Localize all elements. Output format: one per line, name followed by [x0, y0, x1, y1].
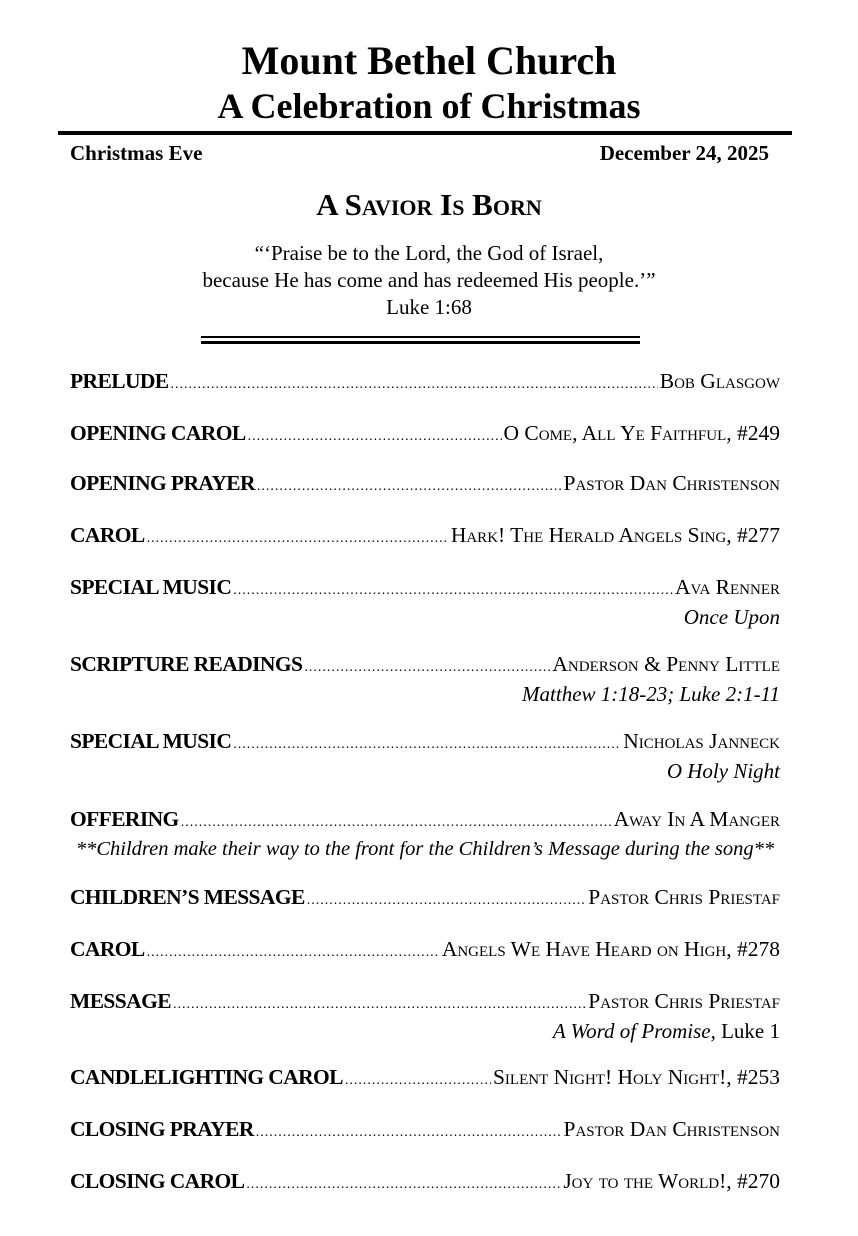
program-item-special-music-2	[70, 728, 780, 784]
item-label: MESSAGE	[70, 989, 171, 1013]
item-value: Pastor Dan Christenson	[563, 471, 780, 495]
program-item-closing-prayer	[70, 1116, 780, 1146]
program-item-prelude	[70, 368, 780, 398]
leader-dots	[233, 578, 673, 604]
item-value: Ava Renner	[675, 575, 780, 599]
item-label: CHILDREN’S MESSAGE	[70, 885, 305, 909]
divider-line-top	[201, 336, 640, 338]
item-value: Pastor Chris Priestaf	[588, 885, 780, 909]
verse-reference: Luke 1:68	[386, 295, 472, 319]
item-value: Pastor Dan Christenson	[563, 1117, 780, 1141]
item-label: CLOSING CAROL	[70, 1169, 245, 1193]
program-item-scripture-readings	[70, 651, 780, 707]
item-value: Joy to the World!, #270	[563, 1169, 780, 1193]
item-value: Nicholas Janneck	[623, 729, 780, 753]
sermon-passage: Luke 1	[715, 1019, 780, 1043]
header-divider	[58, 131, 792, 135]
item-value: Anderson & Penny Little	[552, 652, 780, 676]
item-label: CANDLELIGHTING CAROL	[70, 1065, 343, 1089]
item-label: OPENING PRAYER	[70, 471, 255, 495]
item-detail: O Holy Night	[666, 759, 780, 783]
leader-dots	[147, 940, 440, 966]
program-item-childrens-message	[70, 884, 780, 914]
program-item-offering	[70, 806, 780, 862]
leader-dots	[256, 1120, 562, 1146]
item-label: CAROL	[70, 523, 145, 547]
leader-dots	[147, 526, 449, 552]
verse-line-2: because He has come and has redeemed His people.’”	[202, 268, 656, 292]
leader-dots	[246, 1172, 561, 1198]
sermon-theme: A Savior Is Born	[316, 187, 542, 222]
leader-dots	[171, 372, 658, 398]
leader-dots	[307, 888, 587, 914]
item-value: Angels We Have Heard on High, #278	[441, 937, 780, 961]
divider-line-bottom	[201, 341, 640, 344]
item-value: Hark! The Herald Angels Sing, #277	[450, 523, 780, 547]
item-value: Pastor Chris Priestaf	[588, 989, 780, 1013]
program-item-special-music	[70, 574, 780, 630]
item-label: SPECIAL MUSIC	[70, 575, 232, 599]
leader-dots	[345, 1068, 491, 1094]
program-item-message	[70, 988, 780, 1044]
item-label: SCRIPTURE READINGS	[70, 652, 303, 676]
leader-dots	[304, 655, 550, 681]
item-label: CLOSING PRAYER	[70, 1117, 254, 1141]
item-detail: Once Upon	[683, 605, 780, 629]
service-date: December 24, 2025	[599, 141, 769, 165]
item-note: **Children make their way to the front for the Children’s Message during the song**	[75, 838, 775, 860]
program-item-carol-2	[70, 936, 780, 966]
verse-line-1: “‘Praise be to the Lord, the God of Israel,	[254, 241, 604, 265]
item-value: Silent Night! Holy Night!, #253	[492, 1065, 780, 1089]
sermon-title: A Word of Promise,	[552, 1019, 716, 1043]
date-row	[70, 141, 769, 165]
program-item-candlelighting-carol	[70, 1064, 780, 1094]
church-name: Mount Bethel Church	[241, 38, 617, 83]
leader-dots	[248, 424, 502, 450]
program-item-carol	[70, 522, 780, 552]
program-item-opening-carol	[70, 420, 780, 450]
leader-dots	[257, 474, 562, 500]
item-detail	[70, 1018, 780, 1044]
item-label: SPECIAL MUSIC	[70, 729, 232, 753]
item-label: OPENING CAROL	[70, 421, 246, 445]
double-divider	[201, 336, 640, 345]
item-label: CAROL	[70, 937, 145, 961]
leader-dots	[173, 992, 586, 1018]
item-value: Bob Glasgow	[659, 369, 780, 393]
item-label: OFFERING	[70, 807, 179, 831]
item-value: O Come, All Ye Faithful, #249	[503, 421, 780, 445]
service-title: A Celebration of Christmas	[217, 86, 641, 126]
scripture-quote	[0, 240, 858, 321]
occasion: Christmas Eve	[70, 141, 203, 165]
leader-dots	[181, 810, 612, 836]
item-detail: Matthew 1:18-23; Luke 2:1-11	[522, 682, 780, 706]
leader-dots	[233, 732, 621, 758]
program-item-opening-prayer	[70, 470, 780, 500]
item-value: Away In A Manger	[613, 807, 780, 831]
program-item-closing-carol	[70, 1168, 780, 1198]
item-label: PRELUDE	[70, 369, 169, 393]
